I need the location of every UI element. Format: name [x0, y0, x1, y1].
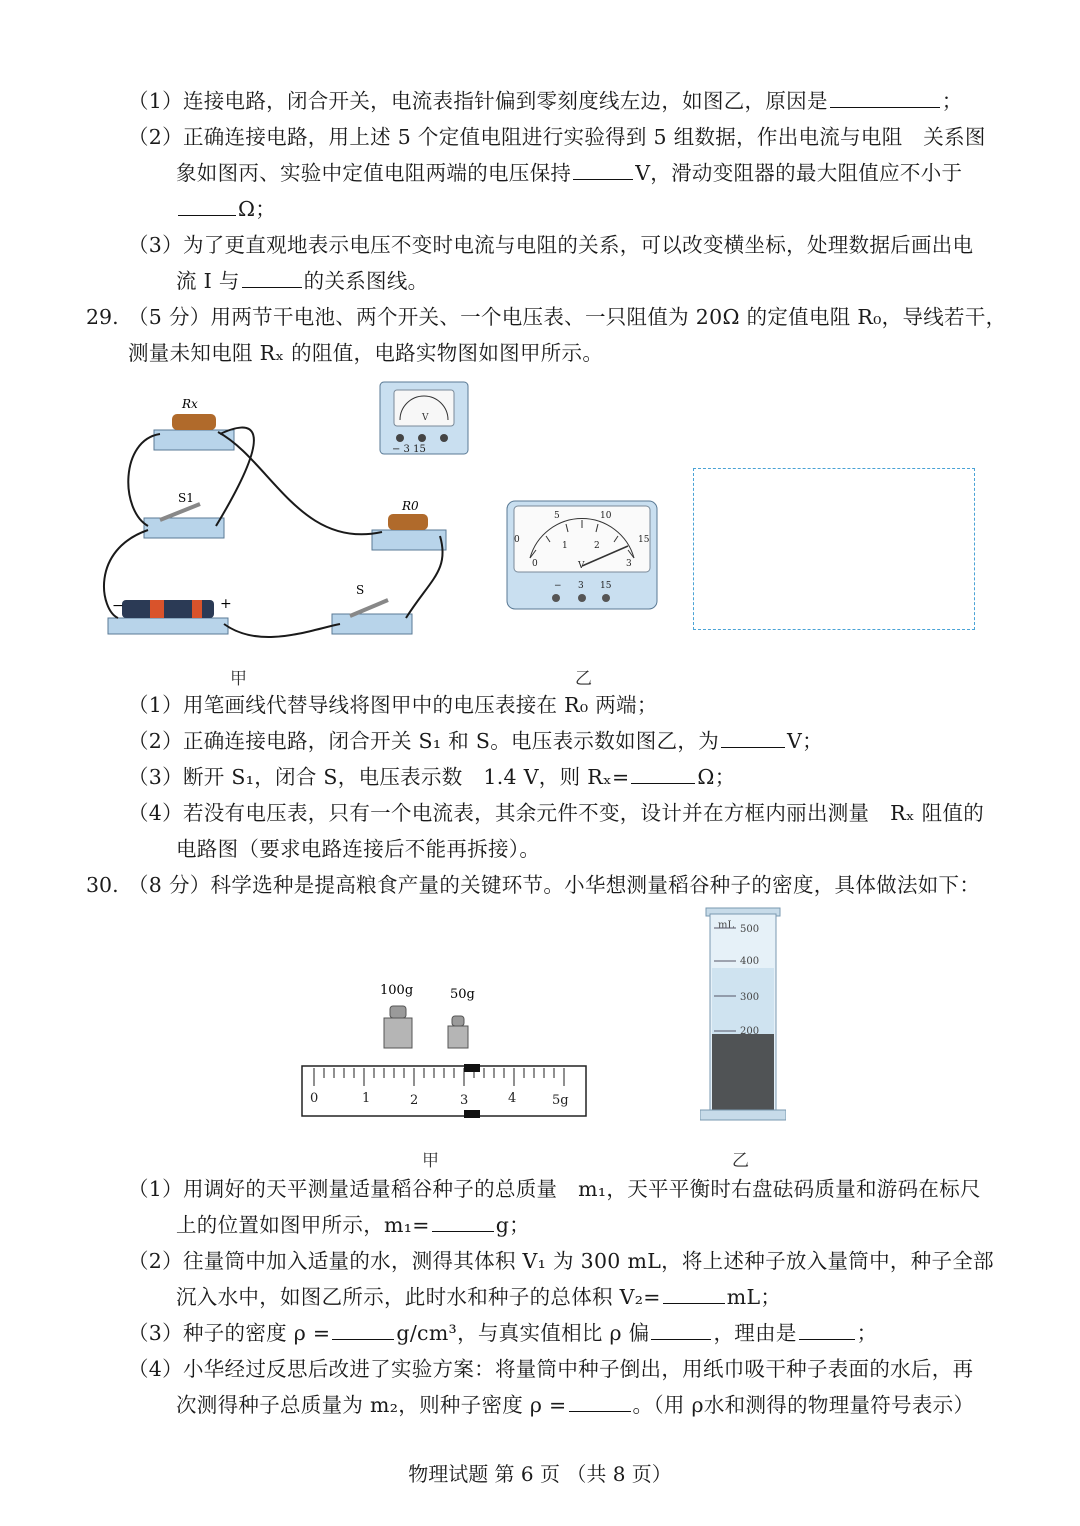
svg-text:4: 4: [508, 1091, 517, 1106]
weight-50g: [448, 1016, 468, 1048]
svg-text:0: 0: [532, 559, 538, 569]
circuit-answer-box[interactable]: [693, 468, 975, 630]
q28-part2-line3: Ω；: [176, 194, 276, 224]
answer-blank[interactable]: [631, 763, 695, 784]
svg-text:500: 500: [740, 924, 760, 935]
answer-blank[interactable]: [332, 1319, 394, 1340]
rider: [464, 1064, 480, 1072]
svg-text:R0: R0: [402, 499, 419, 513]
answer-blank[interactable]: [799, 1319, 855, 1340]
svg-text:1: 1: [362, 1091, 371, 1106]
figure-caption-jia: 甲: [422, 1151, 439, 1171]
answer-blank[interactable]: [242, 267, 302, 288]
svg-text:−: −: [554, 581, 562, 591]
switch-s1: [144, 491, 224, 538]
voltmeter-small: [380, 382, 468, 455]
q28-part3-line1: （3）为了更直观地表示电压不变时电流与电阻的关系，可以改变横坐标，处理数据后画出电: [128, 233, 974, 257]
svg-text:3: 3: [626, 559, 632, 569]
svg-text:0: 0: [310, 1091, 319, 1106]
svg-text:1: 1: [562, 541, 568, 551]
answer-blank[interactable]: [830, 87, 940, 108]
answer-blank[interactable]: [573, 159, 633, 180]
question-number: 29.: [86, 305, 119, 329]
q29-part2: （2）正确连接电路，闭合开关 S₁ 和 S。电压表示数如图乙，为 V；: [128, 729, 823, 753]
figure-caption-jia: 甲: [230, 669, 247, 689]
resistor-rx: [154, 397, 234, 450]
q28-part1: （1）连接电路，闭合开关，电流表指针偏到零刻度线左边，如图乙，原因是 ；: [128, 89, 963, 113]
answer-blank[interactable]: [432, 1211, 494, 1232]
resistor-r0: [372, 499, 446, 550]
svg-text:S: S: [356, 583, 365, 597]
svg-text:5: 5: [554, 511, 560, 521]
svg-text:400: 400: [740, 956, 760, 967]
figure-caption-yi: 乙: [732, 1151, 749, 1171]
svg-text:3: 3: [460, 1093, 469, 1108]
graduated-cylinder-figure: [700, 906, 786, 1122]
q30-part2-line1: （2）往量筒中加入适量的水，测得其体积 V₁ 为 300 mL，将上述种子放入量筒中，种子全部: [128, 1249, 994, 1273]
q29-part3: （3）断开 S₁，闭合 S，电压表示数 1.4 V，则 Rₓ= Ω；: [128, 765, 736, 789]
svg-text:3: 3: [578, 581, 584, 591]
svg-text:V: V: [578, 561, 585, 571]
svg-text:200: 200: [740, 1026, 760, 1037]
svg-text:100g: 100g: [380, 983, 414, 998]
svg-text:15: 15: [600, 581, 612, 591]
svg-text:Rx: Rx: [182, 397, 198, 411]
q30-part1-line2: 上的位置如图甲所示，m₁= g；: [176, 1213, 530, 1237]
svg-text:mL: mL: [718, 920, 735, 931]
voltmeter-reading-figure: [506, 500, 658, 610]
svg-text:−: −: [112, 598, 124, 614]
balance-scale-figure: [300, 976, 590, 1122]
svg-text:2: 2: [594, 541, 600, 551]
q30-part4-line1: （4）小华经过反思后改进了实验方案：将量筒中种子倒出，用纸巾吸干种子表面的水后，再: [128, 1357, 974, 1381]
answer-blank[interactable]: [651, 1319, 711, 1340]
question-number: 30.: [86, 873, 119, 897]
answer-blank[interactable]: [721, 727, 785, 748]
svg-text:15: 15: [638, 535, 650, 545]
figure-caption-yi: 乙: [575, 669, 592, 689]
q30-part4-line2: 次测得种子总质量为 m₂，则种子密度 ρ = 。（用 ρ水和测得的物理量符号表示）: [176, 1393, 975, 1417]
q28-part3-line2: 流 I 与 的关系图线。: [176, 269, 429, 293]
svg-text:50g: 50g: [450, 987, 475, 1002]
svg-text:+: +: [220, 596, 232, 612]
q28-part2-line1: （2）正确连接电路，用上述 5 个定值电阻进行实验得到 5 组数据，作出电流与电阻 关系图: [128, 125, 986, 149]
q29-part4-line1: （4）若没有电压表，只有一个电流表，其余元件不变，设计并在方框内丽出测量 Rₓ 阻值的: [128, 801, 985, 825]
svg-text:0: 0: [514, 535, 520, 545]
switch-s: [332, 583, 412, 634]
q29-stem-line2: 测量未知电阻 Rₓ 的阻值，电路实物图如图甲所示。: [128, 341, 604, 365]
page-footer: 物理试题 第 6 页 （共 8 页）: [408, 1462, 672, 1486]
answer-blank[interactable]: [178, 195, 236, 216]
q30-part1-line1: （1）用调好的天平测量适量稻谷种子的总质量 m₁，天平平衡时右盘砝码质量和游码在标尺: [128, 1177, 981, 1201]
battery: [108, 596, 232, 634]
svg-text:− 3 15: − 3 15: [392, 444, 426, 455]
q29-part4-line2: 电路图（要求电路连接后不能再拆接）。: [176, 837, 541, 861]
answer-blank[interactable]: [569, 1391, 631, 1412]
svg-text:300: 300: [740, 992, 760, 1003]
svg-text:5g: 5g: [552, 1093, 569, 1108]
seeds: [712, 1034, 774, 1110]
q30-part2-line2: 沉入水中，如图乙所示，此时水和种子的总体积 V₂= mL；: [176, 1285, 782, 1309]
q29-part1: （1）用笔画线代替导线将图甲中的电压表接在 R₀ 两端；: [128, 693, 658, 717]
svg-text:10: 10: [600, 511, 612, 521]
q28-part2-line2: 象如图丙、实验中定值电阻两端的电压保持 V，滑动变阻器的最大阻值应不小于: [176, 161, 963, 185]
q29-stem-line1: （5 分）用两节干电池、两个开关、一个电压表、一只阻值为 20Ω 的定值电阻 R₀，导线若干，: [128, 305, 1007, 329]
svg-text:S1: S1: [178, 491, 194, 505]
weight-100g: [384, 1006, 412, 1048]
answer-blank[interactable]: [663, 1283, 725, 1304]
q30-part3: （3）种子的密度 ρ = g/cm³，与真实值相比 ρ 偏 ，理由是 ；: [128, 1321, 878, 1345]
svg-text:V: V: [422, 413, 429, 423]
svg-text:2: 2: [410, 1093, 419, 1108]
q30-stem: （8 分）科学选种是提高粮食产量的关键环节。小华想测量稻谷种子的密度，具体做法如下：: [128, 873, 981, 897]
